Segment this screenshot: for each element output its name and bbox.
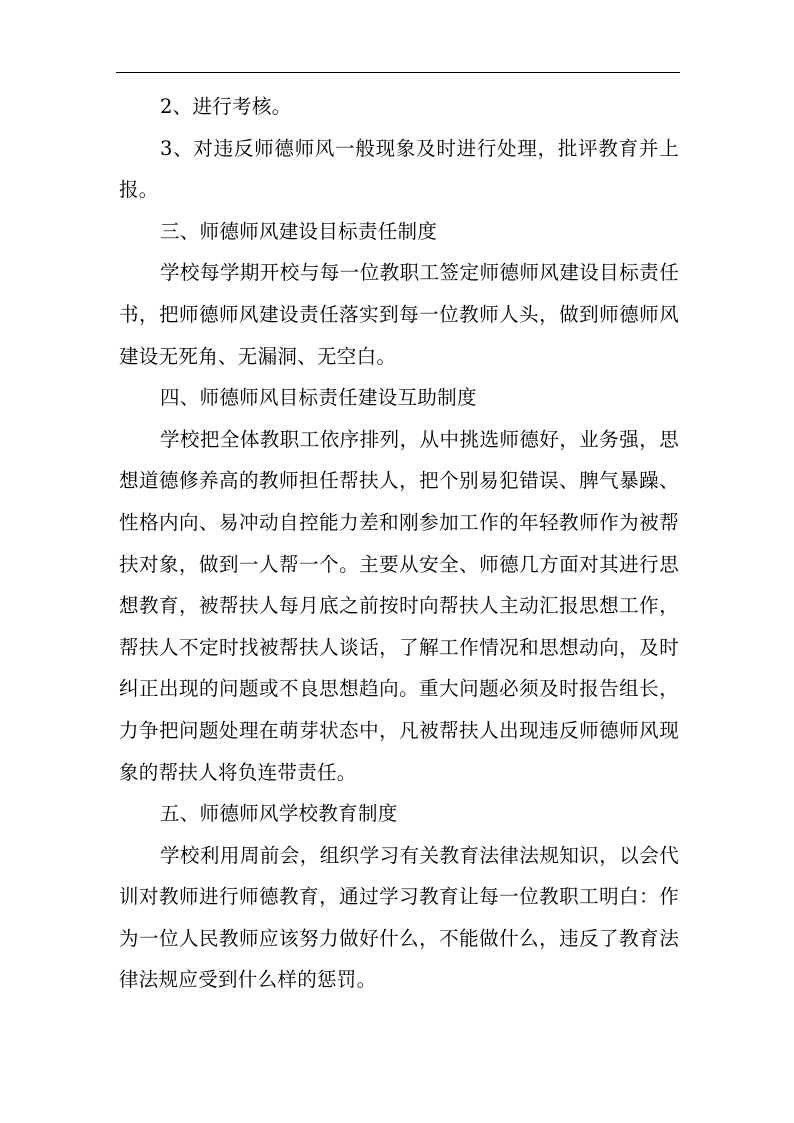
heading-section-5: 五、师德师风学校教育制度 xyxy=(159,802,398,826)
paragraph-responsibility-letter: 学校每学期开校与每一位教职工签定师德师风建设目标责任书，把师德师风建设责任落实到每一位教师人头，做到师德师风建设无死角、无漏洞、无空白。 xyxy=(119,261,679,368)
paragraph-assessment: 2、进行考核。 xyxy=(159,95,292,118)
paragraph-mutual-assistance: 学校把全体教职工依序排列，从中挑选师德好，业务强，思想道德修养高的教师担任帮扶人，把个别易犯错误、脾气暴躁、性格内向、易冲动自控能力差和刚参加工作的年轻教师作为被帮扶对象，做到一人帮一个。主要从安全、师德几方面对其进行思想教育，被帮扶人每月底之前按时向帮扶人主动汇报思想工作，帮扶人不定时找被帮扶人谈话，了解工作情况和思想动向，及时纠正出现的问题或不良思想趋向。重大问题必须及时报告组长，力争把问题处理在萌芽状态中，凡被帮扶人出现违反师德师风现象的帮扶人将负连带责任。 xyxy=(119,427,679,784)
paragraph-handling-violations: 3、对违反师德师风一般现象及时进行处理，批评教育并上报。 xyxy=(119,136,679,202)
heading-section-3: 三、师德师风建设目标责任制度 xyxy=(159,219,438,243)
paragraph-school-education: 学校利用周前会，组织学习有关教育法律法规知识，以会代训对教师进行师德教育，通过学习教育让每一位教职工明白：作为一位人民教师应该努力做好什么，不能做什么，违反了教育法律法规应受到什么样的惩罚。 xyxy=(119,843,679,992)
heading-section-4: 四、师德师风目标责任建设互助制度 xyxy=(159,386,477,410)
header-rule xyxy=(116,72,680,73)
document-body xyxy=(119,86,679,1001)
